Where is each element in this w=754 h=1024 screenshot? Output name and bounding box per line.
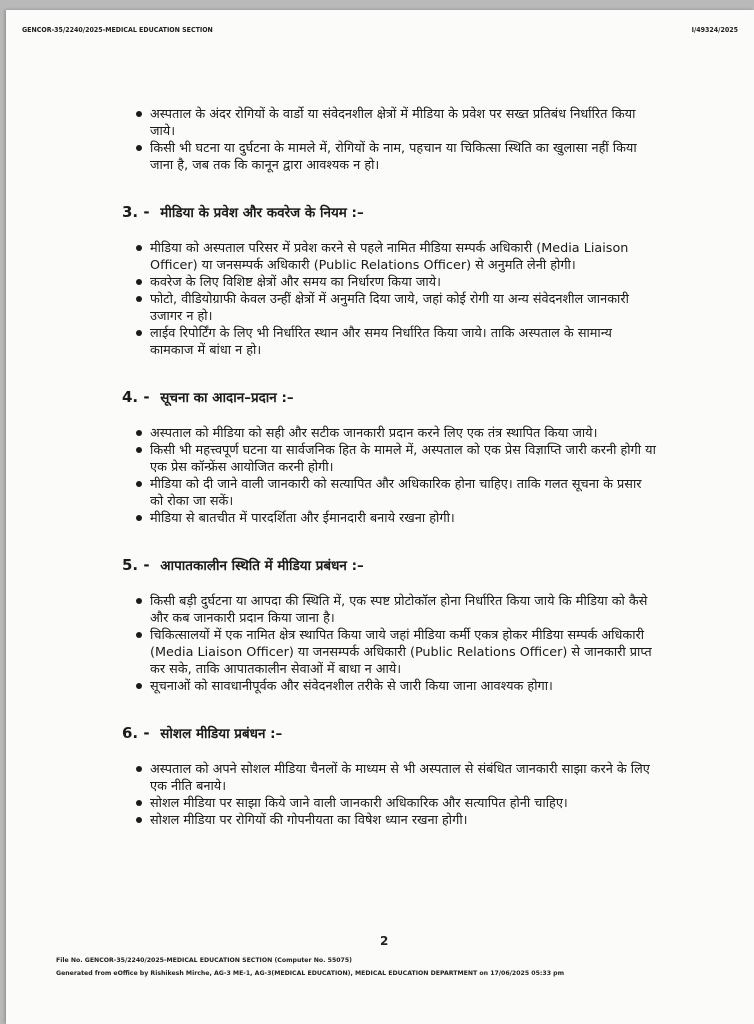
header-reference-number: I/49324/2025 — [691, 26, 738, 34]
section-heading-6 — [122, 725, 656, 743]
section-title: मीडिया के प्रवेश और कवरेज के नियम :– — [160, 205, 364, 221]
section-title: सूचना का आदान–प्रदान :– — [160, 390, 294, 406]
list-item: अस्पताल को मीडिया को सही और सटीक जानकारी प्रदान करने लिए एक तंत्र स्थापित किया जाये। — [136, 425, 656, 442]
section-heading-3 — [122, 204, 656, 222]
section-3-bullet-list — [136, 240, 656, 359]
document-body — [122, 106, 656, 829]
section-number: 6. - — [122, 724, 150, 742]
section-title: सोशल मीडिया प्रबंधन :– — [160, 726, 283, 742]
page-number: 2 — [380, 934, 389, 948]
list-item: मीडिया को अस्पताल परिसर में प्रवेश करने से पहले नामित मीडिया सम्पर्क अधिकारी (Media Liaison Officer) या जनसम्पर्क अधिकारी (Public Relations Officer) से अनुमति लेनी होगी। — [136, 240, 656, 274]
list-item: मीडिया को दी जाने वाली जानकारी को सत्यापित और अधिकारिक होना चाहिए। ताकि गलत सूचना के प्रसार को रोका जा सकें। — [136, 476, 656, 510]
list-item: मीडिया से बातचीत में पारदर्शिता और ईमानदारी बनाये रखना होगी। — [136, 510, 656, 527]
list-item: किसी भी महत्त्वपूर्ण घटना या सार्वजनिक हित के मामले में, अस्पताल को एक प्रेस विज्ञाप्ति जारी करनी होगी या एक प्रेस कॉन्फ्रेंस आयोजित करनी होगी। — [136, 442, 656, 476]
list-item: किसी बड़ी दुर्घटना या आपदा की स्थिति में, एक स्पष्ट प्रोटोकॉल होना निर्धारित किया जाये कि मीडिया को कैसे और कब जानकारी प्रदान किया जाना है। — [136, 593, 656, 627]
footer-generated-info: Generated from eOffice by Rishikesh Mirche, AG-3 ME-1, AG-3(MEDICAL EDUCATION), MEDICAL EDUCATION DEPARTMENT on 17/06/2025 05:33 pm — [56, 970, 565, 977]
list-item: सोशल मीडिया पर रोगियों की गोपनीयता का विषेश ध्यान रखना होगी। — [136, 812, 656, 829]
section-number: 4. - — [122, 388, 150, 406]
section-heading-5 — [122, 557, 656, 575]
section-title: आपातकालीन स्थिति में मीडिया प्रबंधन :– — [160, 558, 364, 574]
header-file-code: GENCOR-35/2240/2025-MEDICAL EDUCATION SECTION — [22, 26, 213, 34]
list-item: कवरेज के लिए विशिष्ट क्षेत्रों और समय का निर्धारण किया जाये। — [136, 274, 656, 291]
list-item: चिकित्सालयों में एक नामित क्षेत्र स्थापित किया जाये जहां मीडिया कर्मी एकत्र होकर मीडिया सम्पर्क अधिकारी (Media Liaison Officer) या जनसम्पर्क अधिकारी (Public Relations Officer) से जानकारी प्राप्त कर सके, ताकि आपातकालीन सेवाओं में बाधा न आये। — [136, 627, 656, 678]
list-item: फोटो, वीडियोग्राफी केवल उन्हीं क्षेत्रों में अनुमति दिया जाये, जहां कोई रोगी या अन्य संवेदनशील जानकारी उजागर न हो। — [136, 291, 656, 325]
list-item: लाईव रिपोर्टिंग के लिए भी निर्धारित स्थान और समय निर्धारित किया जाये। ताकि अस्पताल के सामान्य कामकाज में बांधा न हो। — [136, 325, 656, 359]
footer-file-number: File No. GENCOR-35/2240/2025-MEDICAL EDUCATION SECTION (Computer No. 55075) — [56, 957, 352, 964]
list-item: सूचनाओं को सावधानीपूर्वक और संवेदनशील तरीके से जारी किया जाना आवश्यक होगा। — [136, 678, 656, 695]
intro-bullet-list — [136, 106, 656, 174]
section-number: 3. - — [122, 203, 150, 221]
list-item: अस्पताल के अंदर रोगियों के वार्डो या संवेदनशील क्षेत्रों में मीडिया के प्रवेश पर सख्त प्रतिबंध निर्धारित किया जाये। — [136, 106, 656, 140]
list-item: किसी भी घटना या दुर्घटना के मामले में, रोगियों के नाम, पहचान या चिकित्सा स्थिति का खुलासा नहीं किया जाना है, जब तक कि कानून द्वारा आवश्यक न हो। — [136, 140, 656, 174]
list-item: अस्पताल को अपने सोशल मीडिया चैनलों के माध्यम से भी अस्पताल से संबंधित जानकारी साझा करने के लिए एक नीति बनाये। — [136, 761, 656, 795]
section-6-bullet-list — [136, 761, 656, 829]
section-heading-4 — [122, 389, 656, 407]
section-4-bullet-list — [136, 425, 656, 527]
document-page — [6, 10, 754, 1024]
list-item: सोशल मीडिया पर साझा किये जाने वाली जानकारी अधिकारिक और सत्यापित होनी चाहिए। — [136, 795, 656, 812]
section-5-bullet-list — [136, 593, 656, 695]
section-number: 5. - — [122, 556, 150, 574]
